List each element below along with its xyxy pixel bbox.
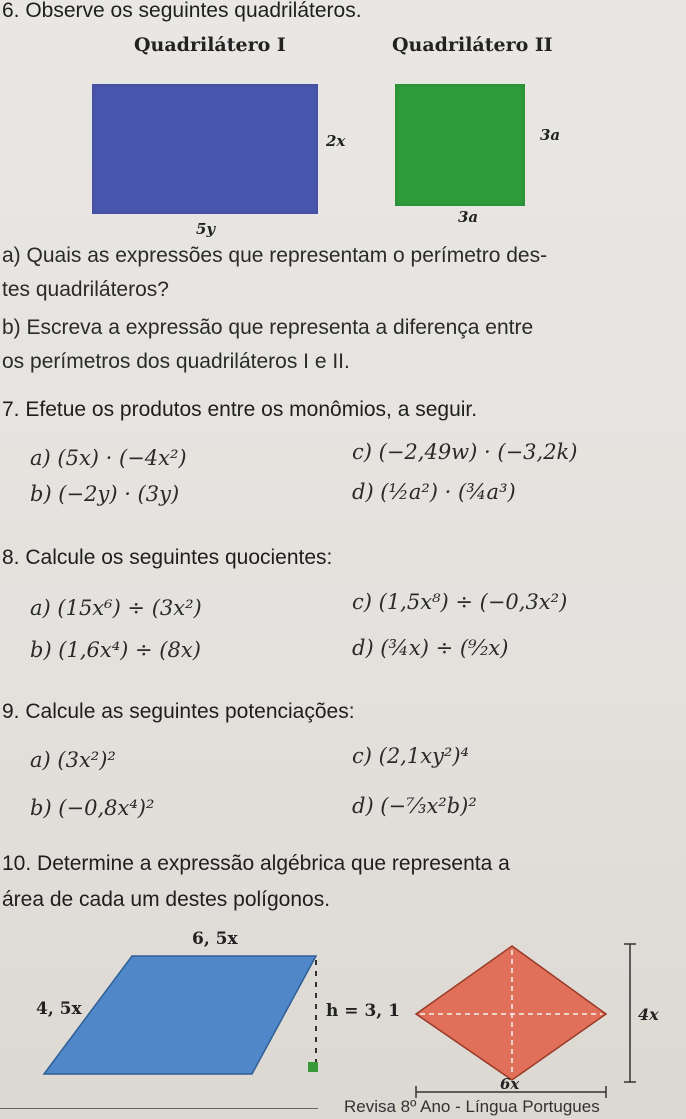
quad1-heading: Quadrilátero I <box>134 34 286 56</box>
q6-part-a-line1: a) Quais as expressões que representam o perímetro des- <box>2 244 548 267</box>
q10-title-line2: área de cada um destes polígonos. <box>2 888 331 911</box>
parallelogram-height-label: h = 3, 1 <box>326 1001 400 1021</box>
q6-part-a-line2: tes quadriláteros? <box>2 278 169 301</box>
q9-item-d: d) (−⁷⁄₃x²b)² <box>352 794 477 818</box>
q6-part-b-line2: os perímetros dos quadriláteros I e II. <box>2 350 350 373</box>
q7-item-b: b) (−2y) · (3y) <box>30 482 180 506</box>
footer-rule <box>0 1108 318 1109</box>
q9-title: 9. Calcule as seguintes potenciações: <box>2 700 355 723</box>
quad1-side-label: 2x <box>326 132 346 150</box>
parallelogram-figure <box>20 922 400 1102</box>
quad2-bottom-label: 3a <box>458 208 479 226</box>
rhombus-shape <box>416 946 606 1080</box>
quad1-bottom-label: 5y <box>196 220 216 238</box>
parallelogram-shape <box>44 956 316 1074</box>
q8-item-a: a) (15x⁶) ÷ (3x²) <box>30 596 202 620</box>
q6-title: 6. Observe os seguintes quadriláteros. <box>2 0 362 22</box>
q8-item-c: c) (1,5x⁸) ÷ (−0,3x²) <box>352 590 568 614</box>
q7-item-a: a) (5x) · (−4x²) <box>30 446 187 470</box>
quad2-side-label: 3a <box>540 126 561 144</box>
q7-item-d: d) (½a²) · (¾a³) <box>352 480 516 504</box>
q9-item-b: b) (−0,8x⁴)² <box>30 796 155 820</box>
quad2-heading: Quadrilátero II <box>392 34 553 56</box>
quadrilateral-1-rectangle <box>92 84 318 214</box>
parallelogram-side-label: 4, 5x <box>36 999 82 1019</box>
rhombus-width-label: 6x <box>500 1075 520 1093</box>
q9-item-c: c) (2,1xy²)⁴ <box>352 744 469 768</box>
rhombus-height-label: 4x <box>638 1005 659 1024</box>
parallelogram-top-label: 6, 5x <box>192 929 238 949</box>
q8-item-b: b) (1,6x⁴) ÷ (8x) <box>30 638 201 662</box>
right-angle-marker <box>308 1062 318 1072</box>
rhombus-figure <box>408 930 680 1098</box>
q9-item-a: a) (3x²)² <box>30 748 116 772</box>
quadrilateral-2-square <box>395 84 525 206</box>
footer-text: Revisa 8º Ano - Língua Portugues <box>344 1097 600 1116</box>
q7-item-c: c) (−2,49w) · (−3,2k) <box>352 440 578 464</box>
q8-item-d: d) (¾x) ÷ (⁹⁄₂x) <box>352 636 509 660</box>
q7-title: 7. Efetue os produtos entre os monômios, a seguir. <box>2 398 478 421</box>
q6-part-b-line1: b) Escreva a expressão que representa a diferença entre <box>2 316 534 339</box>
q10-title-line1: 10. Determine a expressão algébrica que representa a <box>2 852 510 875</box>
q8-title: 8. Calcule os seguintes quocientes: <box>2 546 333 569</box>
